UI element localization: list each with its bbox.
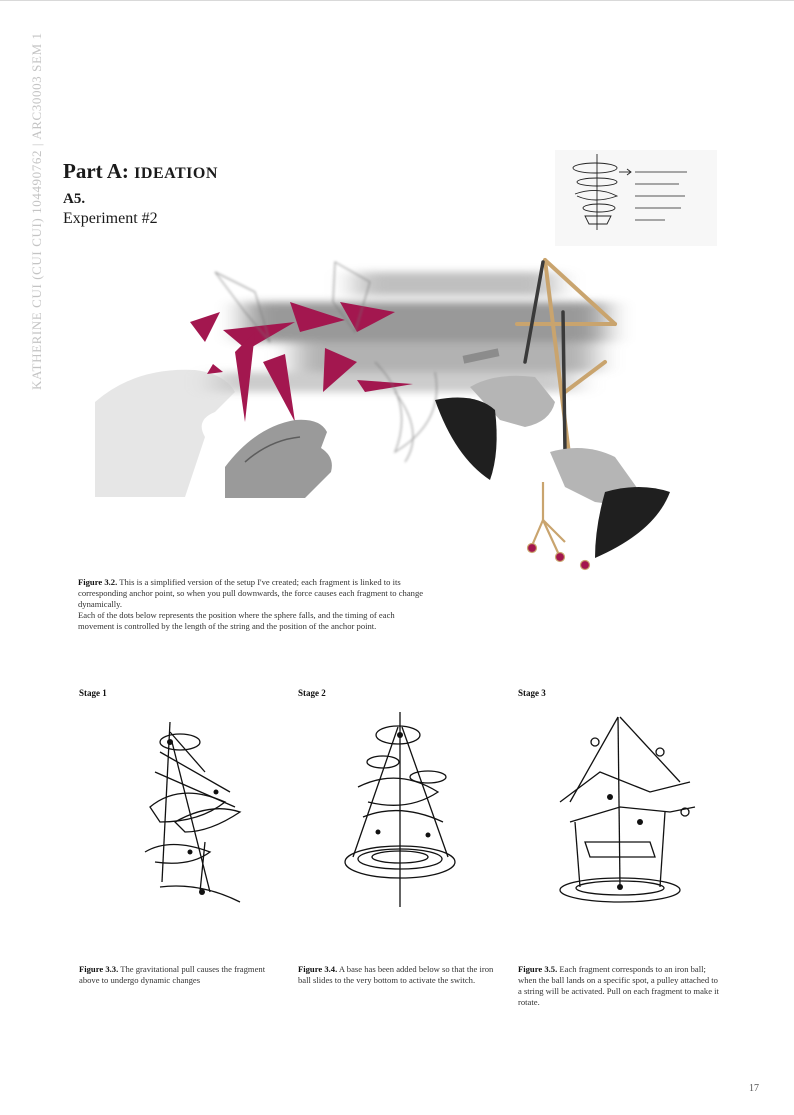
part-number: Part A: <box>63 159 129 183</box>
experiment-title: Experiment #2 <box>63 210 158 227</box>
stage-2-sketch <box>338 707 463 912</box>
page-number: 17 <box>749 1083 759 1094</box>
stage-3-sketch <box>540 712 710 922</box>
figure-text: Each fragment corresponds to an iron ball; when the ball lands on a specific spot, a pulley attached to a string will be activated. Pull on each fragment to make it rotate. <box>518 964 719 1007</box>
top-rule <box>0 0 794 1</box>
hand-center <box>225 420 332 498</box>
stage-label-3: Stage 3 <box>518 688 546 698</box>
figure-caption-main <box>78 577 428 632</box>
figure-label: Figure 3.3. <box>79 964 119 974</box>
side-author-label: KATHERINE CUI (CUI CUI) 104490762 | ARC30003 SEM 1 <box>29 32 44 390</box>
section-number: A5. <box>63 191 86 207</box>
hero-collage-image <box>95 252 685 574</box>
part-name: IDEATION <box>134 165 218 182</box>
figure-caption-stage-2 <box>298 964 503 986</box>
figure-caption-stage-1 <box>79 964 284 986</box>
figure-caption-stage-3 <box>518 964 723 1008</box>
figure-text: The gravitational pull causes the fragment above to undergo dynamic changes <box>79 964 266 985</box>
hand-right-lower <box>550 448 670 558</box>
anchor-dots <box>528 544 590 570</box>
figure-text: A base has been added below so that the iron ball slides to the very bottom to activate the switch. <box>298 964 494 985</box>
stage-1-sketch <box>140 712 250 912</box>
page-heading <box>63 158 218 229</box>
concept-sketch-note <box>555 150 717 246</box>
stage-label-2: Stage 2 <box>298 688 326 698</box>
stage-label-1: Stage 1 <box>79 688 107 698</box>
figure-text-1: This is a simplified version of the setup I've created; each fragment is linked to its corresponding anchor point, so when you pull downwards, the force causes each fragment to change dynamically. <box>78 577 424 609</box>
figure-label: Figure 3.2. <box>78 577 118 587</box>
figure-text-2: Each of the dots below represents the position where the sphere falls, and the timing of each movement is controlled by the length of the string and the position of the anchor point. <box>78 610 395 631</box>
part-title <box>63 158 218 187</box>
figure-label: Figure 3.4. <box>298 964 338 974</box>
figure-label: Figure 3.5. <box>518 964 558 974</box>
hand-left-faded <box>95 370 235 497</box>
